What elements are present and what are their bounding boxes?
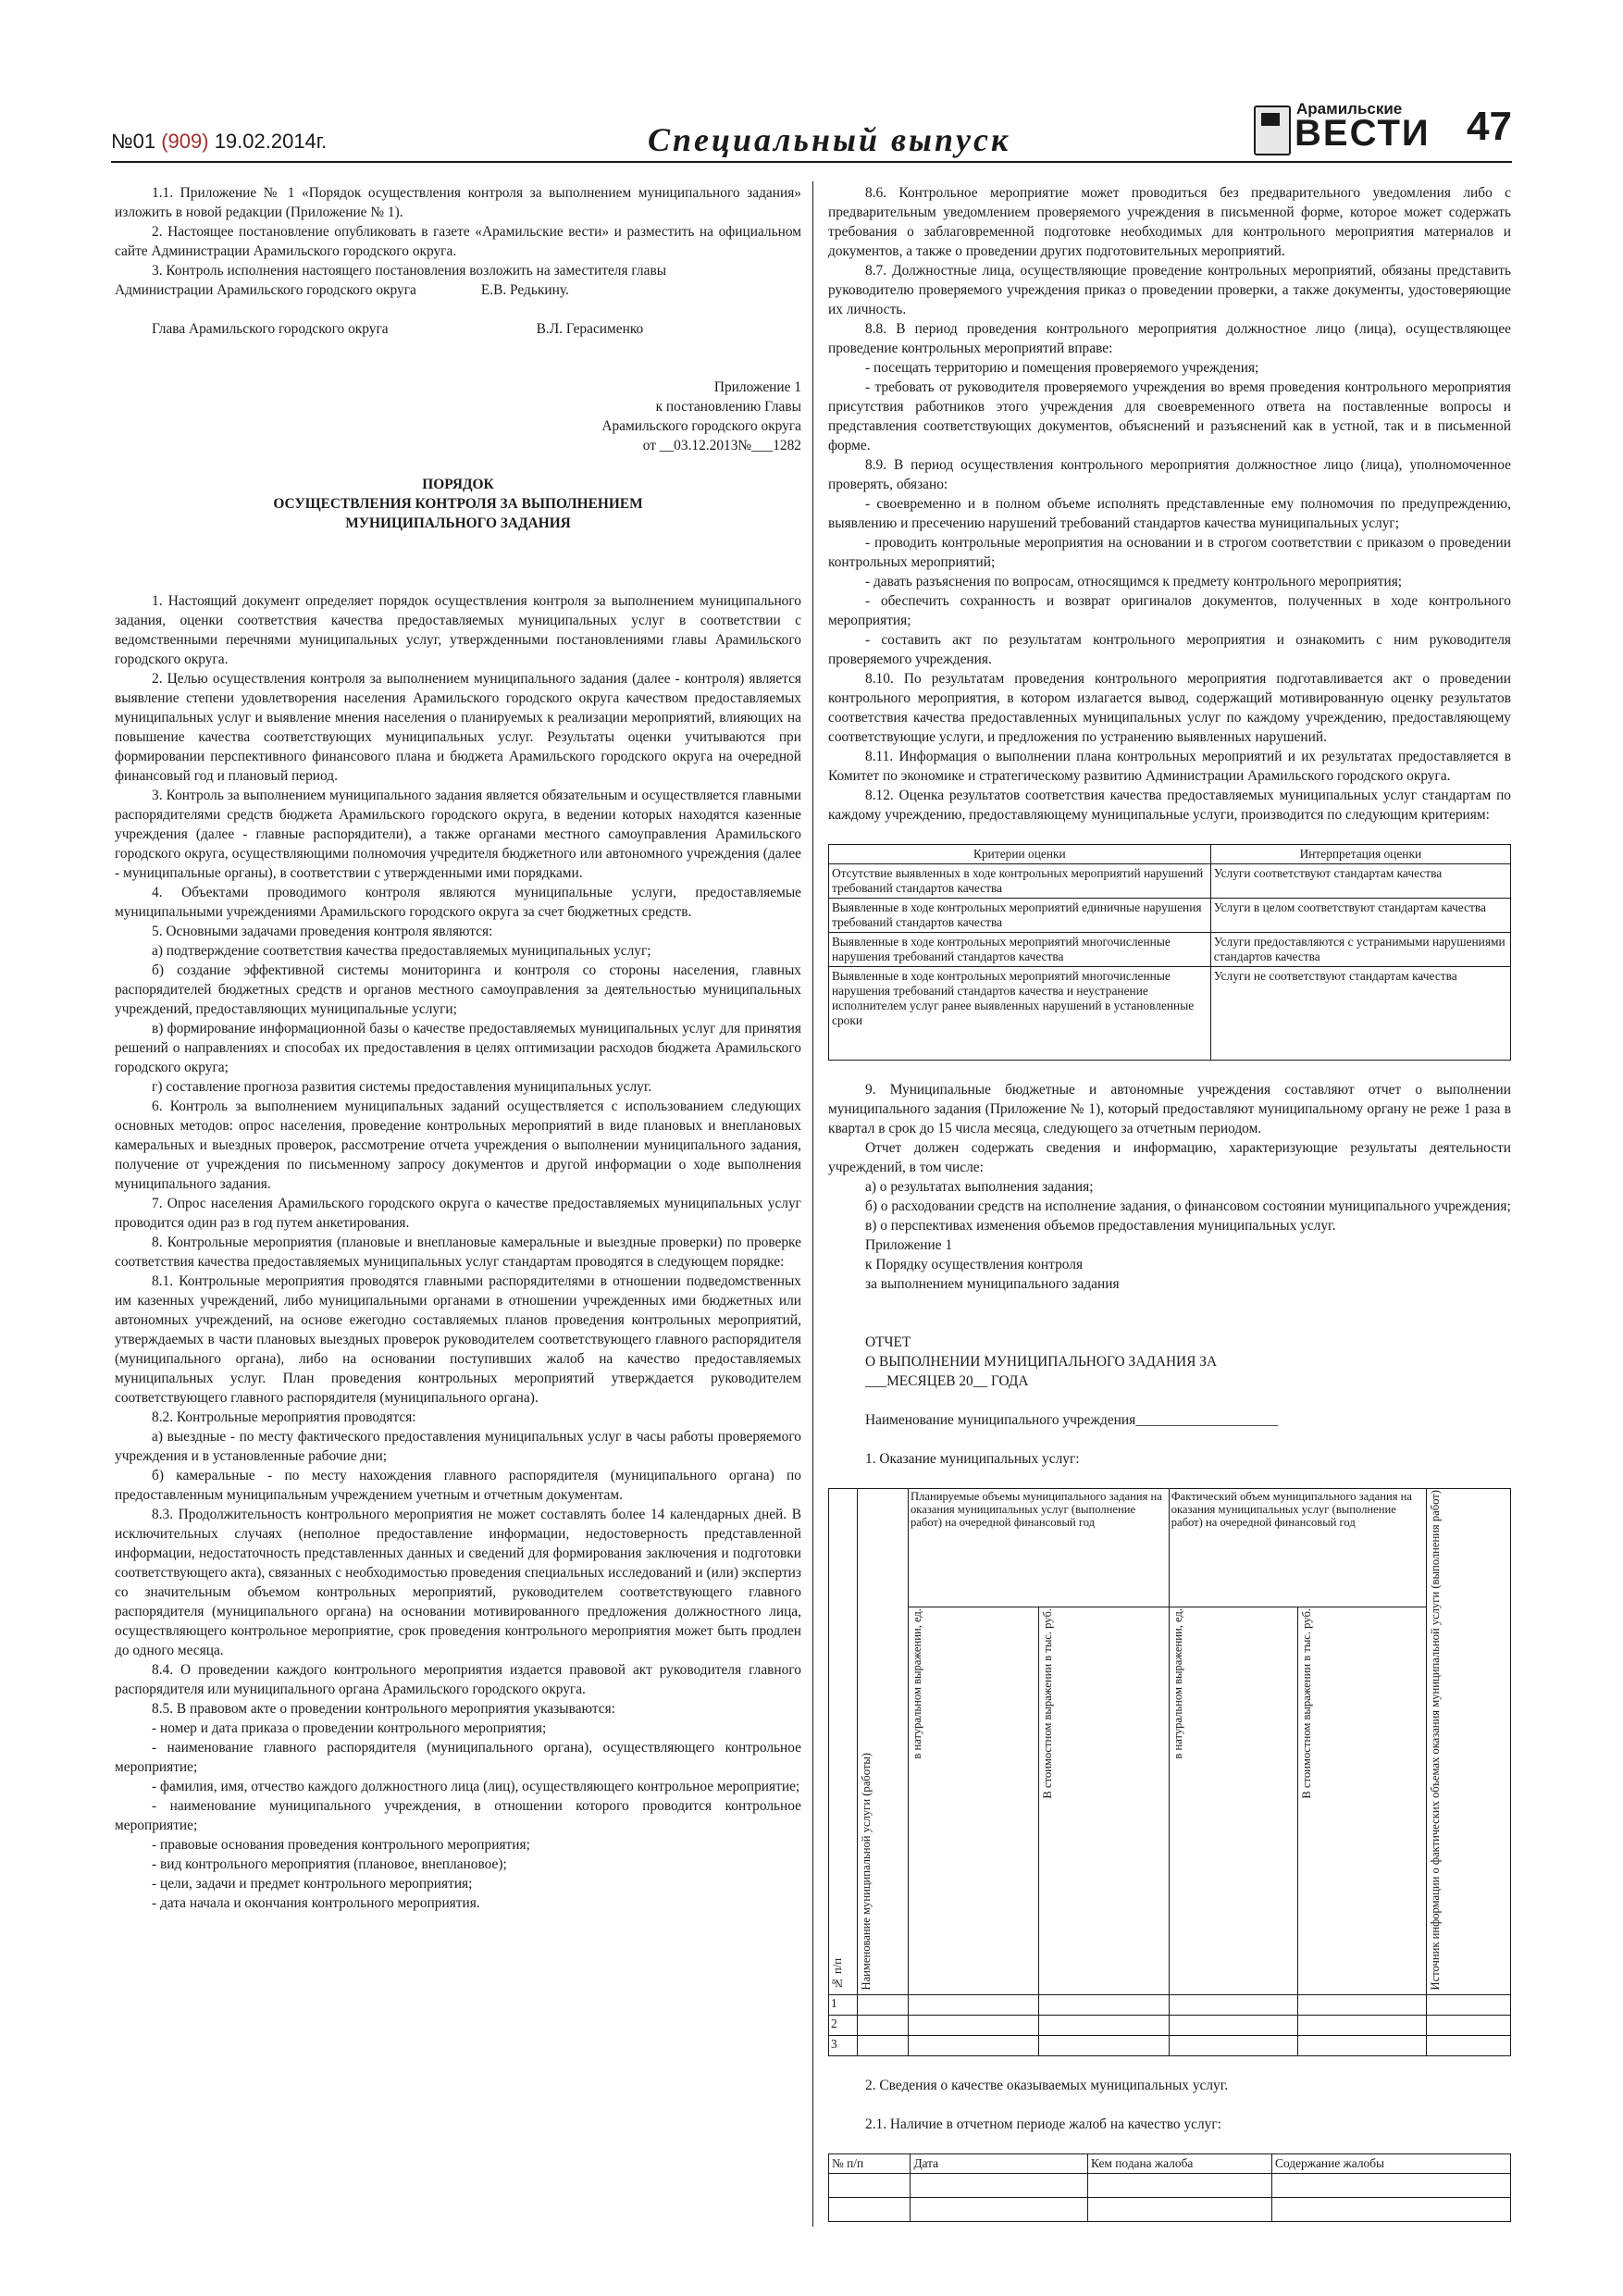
- paragraph: 8.6. Контрольное мероприятие может проводиться без предварительного уведомления либо с предварительным уведомлением проверяемого учреждения в письменной форме, которое может содержать требования о заблаговременной подготовке необходимых для контрольного мероприятия материалов и документов, а также о проведении других подготовительных мероприятий.: [828, 185, 1511, 259]
- paragraph: б) камеральные - по месту нахождения главного распорядителя (муниципального органа) по предоставленным муниципальным учреждением учетным и отчетным документам.: [115, 1468, 801, 1503]
- column-header: Планируемые объемы муниципального задания на оказания муниципальных услуг (выполнение работ) на очередной финансовый год: [909, 1489, 1170, 1607]
- paragraph: 8.10. По результатам проведения контрольного мероприятия подготавливается акт о проведении контрольного мероприятия, в котором излагается вывод, содержащий мотивированную оценку результатов соответствия качества предоставленных муниципальных услуг по каждому учреждению, предоставляющему соответствующие услуги, и предложения по устранению выявленных нарушений.: [828, 671, 1511, 745]
- appendix-note-line: от __03.12.2013№___1282: [642, 438, 801, 453]
- head-signature: [115, 319, 801, 339]
- table-cell: [1297, 1995, 1426, 2016]
- column-header: в натуральном выражении, ед.: [909, 1607, 1039, 1995]
- issue-prefix: №01: [111, 130, 156, 153]
- column-header: Дата: [911, 2154, 1088, 2174]
- table-cell: [858, 2016, 909, 2036]
- header-divider: [111, 161, 1512, 163]
- table-header-row: [829, 1607, 1511, 1995]
- paragraph: 9. Муниципальные бюджетные и автономные учреждения составляют отчет о выполнении муниципального задания (Приложение № 1), который предоставляют муниципальному органу не реже 1 раза в квартал в срок до 15 числа месяца, следующего за отчетным периодом.: [828, 1082, 1511, 1136]
- table-cell: Выявленные в ходе контрольных мероприятий многочисленные нарушения требований стандартов качества и неустранение исполнителем услуг ранее выявленных нарушений в установленные сроки: [829, 967, 1211, 1061]
- criteria-table: [828, 844, 1511, 1061]
- paragraph: в) формирование информационной базы о качестве предоставляемых муниципальных услуг для принятия решений о направлениях и способах их предоставления в целях оптимизации расходов бюджета Арамильского городского округа;: [115, 1021, 801, 1075]
- paragraph: 6. Контроль за выполнением муниципальных заданий осуществляется с использованием следующих основных методов: опрос населения, проведение контрольных мероприятий в виде плановых и внеплановых камеральных и выездных проверок, рассмотрение отчета учреждения о выполнении муниципального задания, получение от учреждения по письменному запросу документов и другой информации о ходе выполнения муниципального задания.: [115, 1098, 801, 1192]
- column-header: Наименование муниципальной услуги (работы): [858, 1489, 909, 1995]
- report-table: [828, 1488, 1511, 2056]
- table-cell: [911, 2174, 1088, 2198]
- table-cell: Выявленные в ходе контрольных мероприятий единичные нарушения требований стандартов качества: [829, 899, 1211, 933]
- coat-of-arms-icon: [1254, 105, 1291, 155]
- table-cell: [1272, 2174, 1511, 2198]
- paragraph: 8.5. В правовом акте о проведении контрольного мероприятия указываются:: [152, 1701, 615, 1717]
- paragraph: 1. Оказание муниципальных услуг:: [865, 1451, 1080, 1467]
- column-header: Источник информации о фактических объемах оказания муниципальной услуги (выполнения работ): [1427, 1489, 1511, 1995]
- column-header: № п/п: [829, 1489, 858, 1995]
- paragraph: - правовые основания проведения контрольного мероприятия;: [152, 1837, 530, 1853]
- paragraph: - требовать от руководителя проверяемого учреждения во время проведения контрольного мероприятия присутствия работников этого учреждения для своевременного ответа на поставленные вопросы и представления соответствующих документов, объяснений и разъяснений как в устной, так и в письменной форме.: [828, 379, 1511, 453]
- paragraph: 1.1. Приложение № 1 «Порядок осуществления контроля за выполнением муниципального задания» изложить в новой редакции (Приложение № 1).: [115, 185, 801, 220]
- column-header: В стоимостном выражении в тыс. руб.: [1297, 1607, 1426, 1995]
- table-cell: [1038, 1995, 1169, 2016]
- paragraph: - посещать территорию и помещения проверяемого учреждения;: [865, 360, 1259, 376]
- table-header-row: [829, 2154, 1511, 2174]
- appendix-note-line: Приложение 1: [713, 379, 801, 395]
- report-title: О ВЫПОЛНЕНИИ МУНИЦИПАЛЬНОГО ЗАДАНИЯ ЗА: [865, 1354, 1218, 1370]
- row-number: 1: [829, 1995, 858, 2016]
- paragraph: а) выездные - по месту фактического предоставления муниципальных услуг в часы работы проверяемого учреждения и в установленные рабочие дни;: [115, 1429, 801, 1464]
- paragraph: 4. Объектами проводимого контроля являются муниципальные услуги, предоставляемые муниципальными учреждениями Арамильского городского округа за счет бюджетных средств.: [115, 885, 801, 920]
- paragraph: 8.4. О проведении каждого контрольного мероприятия издается правовой акт руководителя главного распорядителя или муниципального органа Арамильского городского округа.: [115, 1662, 801, 1697]
- paragraph: г) составление прогноза развития системы предоставления муниципальных услуг.: [152, 1079, 652, 1095]
- paragraph: б) о расходовании средств на исполнение задания, о финансовом состоянии муниципального учреждения;: [865, 1198, 1511, 1214]
- table-cell: Услуги в целом соответствуют стандартам качества: [1210, 899, 1510, 933]
- paragraph: - обеспечить сохранность и возврат оригиналов документов, полученных в ходе контрольного мероприятия;: [828, 593, 1511, 628]
- row-number: 2: [829, 2016, 858, 2036]
- paragraph: 1. Настоящий документ определяет порядок осуществления контроля за выполнением муниципального задания, оценки соответствия качества предоставляемых муниципальных услуг в соответствии с ведомственными перечнями муниципальных услуг, утвержденными постановлениями главы Арамильского городского округа.: [115, 593, 801, 667]
- column-divider: [812, 181, 813, 2227]
- table-cell: [1038, 2036, 1169, 2056]
- appendix-note-line: к постановлению Главы: [655, 399, 801, 415]
- table-row: [829, 2198, 1511, 2222]
- document-title: ПОРЯДОК: [422, 477, 494, 492]
- table-cell: [1038, 2016, 1169, 2036]
- table-cell: [1272, 2198, 1511, 2222]
- paragraph: - наименование муниципального учреждения, в отношении которого проводится контрольное мероприятие;: [115, 1798, 801, 1833]
- paragraph: 8.1. Контрольные мероприятия проводятся главными распорядителями в отношении подведомственных им казенных учреждений, либо муниципальными органами в отношении учрежденных ими бюджетных или автономных учреждений, на основе ежегодно составляемых планов проведения контрольных мероприятий, утверждаемых в части плановых выездных проверок руководителем соответствующего главного распорядителя (муниципального органа), либо на основании поступивших жалоб на качество предоставляемых муниципальных услуг. План проведения контрольных мероприятий утверждается руководителем соответствующего главного распорядителя (муниципального органа).: [115, 1273, 801, 1406]
- column-header: Интерпретация оценки: [1210, 845, 1510, 864]
- paragraph: - фамилия, имя, отчество каждого должностного лица (лиц), осуществляющего контрольное мероприятие;: [152, 1779, 800, 1794]
- table-cell: [1169, 2016, 1297, 2036]
- column-header: В стоимостном выражении в тыс. руб.: [1038, 1607, 1169, 1995]
- paragraph: - вид контрольного мероприятия (плановое, внеплановое);: [152, 1856, 507, 1872]
- paragraph: 8.12. Оценка результатов соответствия качества предоставляемых муниципальных услуг стандартам по каждому учреждению, предоставляющему муниципальные услуги, производится по следующим критериям:: [828, 788, 1511, 823]
- paragraph: а) о результатах выполнения задания;: [865, 1179, 1094, 1195]
- paragraph: Отчет должен содержать сведения и информацию, характеризующие результаты деятельности учреждений, в том числе:: [828, 1140, 1511, 1175]
- logo-small-text: Арамильские: [1296, 100, 1403, 118]
- institution-line: Наименование муниципального учреждения____________________: [865, 1412, 1279, 1428]
- paragraph: 3. Контроль исполнения настоящего постановления возложить на заместителя главы: [152, 263, 667, 279]
- table-cell: [1297, 2036, 1426, 2056]
- document-title: ОСУЩЕСТВЛЕНИЯ КОНТРОЛЯ ЗА ВЫПОЛНЕНИЕМ: [273, 496, 643, 512]
- table-cell: [829, 2174, 911, 2198]
- page-header: [111, 100, 1512, 157]
- issue-date: 19.02.2014г.: [214, 130, 328, 153]
- paragraph: 8. Контрольные мероприятия (плановые и внеплановые камеральные и выездные проверки) по проверке соответствия качества предоставляемых муниципальных услуг стандартам проводятся в следующем порядке:: [115, 1235, 801, 1270]
- table-row: [829, 2174, 1511, 2198]
- table-cell: [1088, 2174, 1272, 2198]
- left-column: [115, 183, 801, 1913]
- signature-line: [115, 280, 801, 300]
- paragraph: 8.3. Продолжительность контрольного мероприятия не может составлять более 14 календарных дней. В исключительных случаях (неполное предоставление информации, недостоверность представленной информации, недостаточность представленных данных и сведений для формирования заключения и подготовки соответствующего акта), связанных с необходимостью проведения специальных исследований и (или) экспертиз со значительным объемом контрольных мероприятий, руководителем соответствующего главного распорядителя (муниципального органа) на основании мотивированного предложения должностного лица, осуществляющего контрольное мероприятие, срок проведения контрольного мероприятия может быть продлен до одного месяца.: [115, 1507, 801, 1658]
- table-row: [829, 899, 1511, 933]
- table-row: [829, 967, 1511, 1061]
- paragraph: в) о перспективах изменения объемов предоставления муниципальных услуг.: [865, 1218, 1336, 1234]
- issue-info: [111, 130, 327, 154]
- paragraph: - давать разъяснения по вопросам, относящимся к предмету контрольного мероприятия;: [865, 574, 1403, 590]
- paragraph: - цели, задачи и предмет контрольного мероприятия;: [152, 1876, 473, 1892]
- table-cell: [1169, 1995, 1297, 2016]
- appendix-line: Приложение 1: [865, 1237, 953, 1253]
- paragraph: 2. Сведения о качестве оказываемых муниципальных услуг.: [865, 2078, 1229, 2094]
- paragraph: 8.2. Контрольные мероприятия проводятся:: [152, 1409, 416, 1425]
- column-header: Фактический объем муниципального задания на оказания муниципальных услуг (выполнение работ) на очередной финансовый год: [1169, 1489, 1426, 1607]
- table-cell: Услуги соответствуют стандартам качества: [1210, 864, 1510, 899]
- head-title: Глава Арамильского городского округа: [152, 321, 389, 337]
- appendix-line: за выполнением муниципального задания: [865, 1276, 1120, 1292]
- table-row: [829, 864, 1511, 899]
- table-cell: Выявленные в ходе контрольных мероприятий многочисленные нарушения требований стандартов качества: [829, 933, 1211, 967]
- paragraph: 8.11. Информация о выполнении плана контрольных мероприятий и их результатах предоставляется в Комитет по экономике и стратегическому развитию Администрации Арамильского городского округа.: [828, 749, 1511, 784]
- paragraph: - наименование главного распорядителя (муниципального органа), осуществляющего контрольное мероприятие;: [115, 1740, 801, 1775]
- table-cell: [1169, 2036, 1297, 2056]
- special-edition-title: Специальный выпуск: [648, 121, 1011, 158]
- logo-big-text: ВЕСТИ: [1295, 113, 1431, 154]
- table-cell: Отсутствие выявленных в ходе контрольных мероприятий нарушений требований стандартов качества: [829, 864, 1211, 899]
- paragraph: - номер и дата приказа о проведении контрольного мероприятия;: [152, 1720, 547, 1736]
- column-header: № п/п: [829, 2154, 911, 2174]
- complaints-table: [828, 2153, 1511, 2222]
- paragraph: 3. Контроль за выполнением муниципального задания является обязательным и осуществляется главными распорядителями средств бюджета Арамильского городского округа, в ведении которых находятся казенные учреждения (далее - главные распорядители), а также органами местного самоуправления Арамильского городского округа, осуществляющими полномочия учредителя бюджетного или автономного учреждения (далее - муниципальные органы), в соответствии с утвержденными ими порядками.: [115, 788, 801, 881]
- paragraph: 8.7. Должностные лица, осуществляющие проведение контрольных мероприятий, обязаны представить руководителю проверяемого учреждения приказ о проведении проверки, а также документы, удостоверяющие их личность.: [828, 263, 1511, 317]
- table-cell: Услуги предоставляются с устранимыми нарушениями стандартов качества: [1210, 933, 1510, 967]
- table-cell: [858, 2036, 909, 2056]
- paragraph: - дата начала и окончания контрольного мероприятия.: [152, 1895, 480, 1911]
- column-header: Критерии оценки: [829, 845, 1211, 864]
- table-cell: [858, 1995, 909, 2016]
- deputy-name: Е.В. Редькину.: [480, 282, 569, 298]
- table-cell: [829, 2198, 911, 2222]
- paragraph: 8.8. В период проведения контрольного мероприятия должностное лицо (лица), осуществляющее проведение контрольных мероприятий вправе:: [828, 321, 1511, 356]
- table-cell: [911, 2198, 1088, 2222]
- appendix-note-line: Арамильского городского округа: [601, 418, 801, 434]
- paragraph: - своевременно и в полном объеме исполнять представленные ему полномочия по предупреждению, выявлению и пресечению нарушений требований стандартов качества муниципальных услуг;: [828, 496, 1511, 531]
- report-title: ___МЕСЯЦЕВ 20__ ГОДА: [865, 1373, 1029, 1389]
- paragraph: 2. Настоящее постановление опубликовать в газете «Арамильские вести» и разместить на официальном сайте Администрации Арамильского городского округа.: [115, 224, 801, 259]
- paragraph: 8.9. В период осуществления контрольного мероприятия должностное лицо (лица), уполномоченное проверять, обязано:: [828, 457, 1511, 492]
- paragraph: 7. Опрос населения Арамильского городского округа о качестве предоставляемых муниципальных услуг проводится один раз в год путем анкетирования.: [115, 1196, 801, 1231]
- paragraph: 5. Основными задачами проведения контроля являются:: [152, 924, 493, 939]
- table-row: [829, 1995, 1511, 2016]
- table-cell: [909, 2016, 1039, 2036]
- table-header-row: [829, 845, 1511, 864]
- row-number: 3: [829, 2036, 858, 2056]
- paragraph: 2. Целью осуществления контроля за выполнением муниципального задания (далее - контроля) является выявление степени удовлетворения населения Арамильского городского округа качеством предоставляемых муниципальных услуг и выявление мнения населения о планируемых к реализации мероприятий, влияющих на повышение качества соответствующих муниципальных услуг. Результаты оценки учитываются при формировании перспективного финансового плана и бюджета Арамильского городского округа на очередной финансовый год и плановый период.: [115, 671, 801, 784]
- column-header: Содержание жалобы: [1272, 2154, 1511, 2174]
- table-header-row: [829, 1489, 1511, 1607]
- table-cell: [909, 2036, 1039, 2056]
- paragraph: а) подтверждение соответствия качества предоставляемых муниципальных услуг;: [152, 943, 651, 959]
- appendix-line: к Порядку осуществления контроля: [865, 1257, 1084, 1272]
- column-header: в натуральном выражении, ед.: [1169, 1607, 1297, 1995]
- table-cell: [1427, 2036, 1511, 2056]
- page-number: 47: [1467, 104, 1512, 149]
- column-header: Кем подана жалоба: [1088, 2154, 1272, 2174]
- table-cell: Услуги не соответствуют стандартам качества: [1210, 967, 1510, 1061]
- table-cell: [1427, 2016, 1511, 2036]
- table-row: [829, 933, 1511, 967]
- right-column: [828, 183, 1511, 2222]
- table-cell: [1088, 2198, 1272, 2222]
- table-cell: [909, 1995, 1039, 2016]
- paragraph: б) создание эффективной системы мониторинга и контроля со стороны населения, главных распорядителей бюджетных средств и органов местного самоуправления за деятельностью муниципальных учреждений, предоставляющих муниципальные услуги;: [115, 962, 801, 1017]
- report-title: ОТЧЕТ: [865, 1334, 911, 1350]
- deputy-title: Администрации Арамильского городского округа: [115, 282, 416, 298]
- issue-number: (909): [161, 130, 209, 153]
- table-cell: [1297, 2016, 1426, 2036]
- head-name: В.Л. Герасименко: [536, 321, 644, 337]
- paragraph: 2.1. Наличие в отчетном периоде жалоб на качество услуг:: [865, 2116, 1221, 2133]
- table-row: [829, 2016, 1511, 2036]
- paragraph: - проводить контрольные мероприятия на основании и в строгом соответствии с приказом о проведении контрольных мероприятий;: [828, 535, 1511, 570]
- table-cell: [1427, 1995, 1511, 2016]
- document-title: МУНИЦИПАЛЬНОГО ЗАДАНИЯ: [345, 515, 571, 531]
- table-row: [829, 2036, 1511, 2056]
- paragraph: - составить акт по результатам контрольного мероприятия и ознакомить с ним руководителя проверяемого учреждения.: [828, 632, 1511, 667]
